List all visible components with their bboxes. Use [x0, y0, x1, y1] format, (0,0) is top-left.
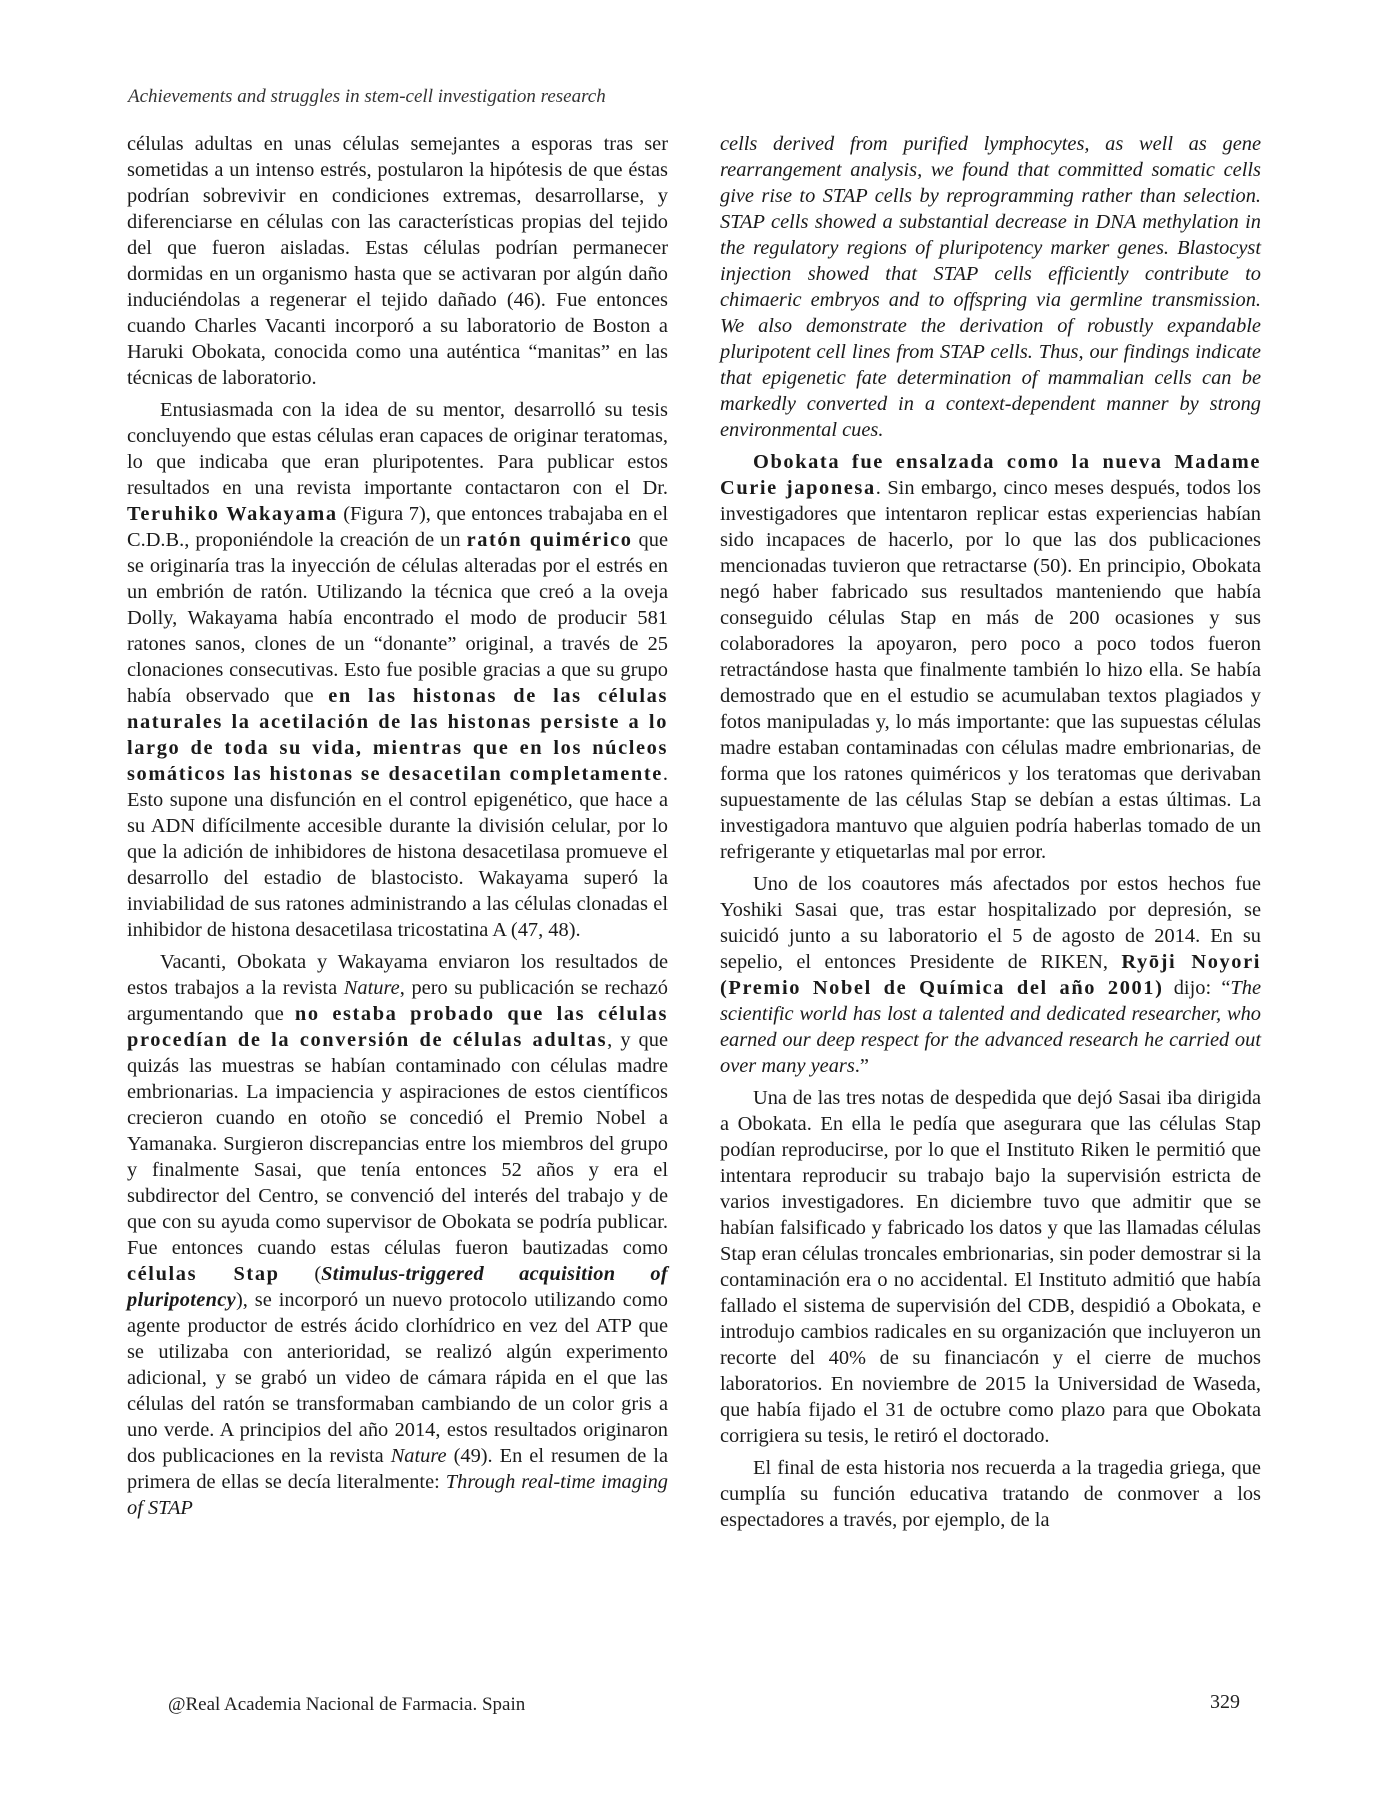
highlight-wakayama: Teruhiko Wakayama: [127, 503, 338, 525]
highlight-histonas: en las histonas de las células naturales la acetilación de las histonas persiste a lo largo de toda su vida, mientras que en los núcleos somáticos las histonas se desacetilan completamente: [127, 685, 668, 785]
highlight-no-probado: no estaba probado que las células procedían de la conversión de células adultas: [127, 1003, 668, 1051]
right-column: [720, 131, 1261, 1533]
text-run: , y que quizás las muestras se habían contaminado con células madre embrionarias. La impaciencia y aspiraciones de estos científicos crecieron cuando en otoño se concedió el Premio Nobel a Yamanaka. Surgieron discrepancias entre los miembros del grupo y finalmente Sasai, que tenía entonces 52 años y era el subdirector del Centro, se convenció del interés del trabajo y de que con su ayuda como supervisor de Obokata se podría publicar. Fue entonces cuando estas células fueron bautizadas como: [127, 1029, 668, 1259]
running-header: Achievements and struggles in stem-cell investigation research: [128, 86, 606, 107]
paragraph-4: [720, 449, 1261, 865]
text-run: células adultas en unas células semejantes a esporas tras ser sometidas a un intenso estrés, postularon la hipótesis de que éstas podrían sobrevivir en condiciones extremas, desarrollarse, y diferenciarse en células con las características propias del tejido del que fueron aisladas. Estas células podrían permanecer dormidas en un organismo hasta que se activaran por algún daño induciéndolas a regenerar el tejido dañado (46). Fue entonces cuando Charles Vacanti incorporó a su laboratorio de Boston a Haruki Obokata, conocida como una auténtica “manitas” en las técnicas de laboratorio.: [127, 133, 668, 389]
left-column: [127, 131, 668, 1521]
highlight-stap-acronym: Stimulus-triggered acquisition of pluripotency: [127, 1263, 668, 1311]
paragraph-3: [127, 949, 668, 1521]
highlight-noyori: Ryōji Noyori (Premio Nobel de Química del año 2001): [720, 951, 1261, 999]
text-run: (: [279, 1263, 322, 1285]
journal-name: Nature: [390, 1445, 447, 1467]
highlight-raton-quimerico: ratón quimérico: [466, 529, 633, 551]
text-run: Uno de los coautores más afectados por estos hechos fue Yoshiki Sasai que, tras estar hospitalizado por depresión, se suicidó junto a su laboratorio el 5 de agosto de 2014. En su sepelio, el entonces Presidente de RIKEN,: [720, 873, 1261, 973]
paragraph-2: [127, 397, 668, 943]
text-run: Vacanti, Obokata y Wakayama enviaron los resultados de estos trabajos a la revista: [127, 951, 668, 999]
text-run: dijo: “: [1163, 977, 1231, 999]
noyori-quote: The scientific world has lost a talented and dedicated researcher, who earned our deep respect for the advanced research he carried out over many years: [720, 977, 1261, 1077]
text-run: que se originaría tras la inyección de células alteradas por el estrés en un embrión de ratón. Utilizando la técnica que creó a la oveja Dolly, Wakayama había encontrado el modo de producir 581 ratones sanos, clones de un “donante” original, a través de 25 clonaciones consecutivas. Esto fue posible gracias a que su grupo había observado que: [127, 529, 668, 707]
text-run: .”: [854, 1055, 869, 1077]
highlight-celulas-stap: células Stap: [127, 1263, 280, 1285]
footer-copyright: @Real Academia Nacional de Farmacia. Spain: [168, 1694, 526, 1715]
text-run: ), se incorporó un nuevo protocolo utilizando como agente productor de estrés ácido clorhídrico en vez del ATP que se utilizaba con anterioridad, se realizó algún experimento adicional, y se grabó un video de cámara rápida en el que las células del ratón se transformaban cambiando de un color gris a uno verde. A principios del año 2014, estos resultados originaron dos publicaciones en la revista: [127, 1289, 668, 1467]
paragraph-5: [720, 871, 1261, 1079]
page-number: 329: [1210, 1691, 1240, 1713]
quote-start: Through real-time imaging of STAP: [127, 1471, 669, 1519]
text-run: (49). En el resumen de la primera de ellas se decía literalmente:: [127, 1445, 668, 1493]
journal-name: Nature: [343, 977, 400, 999]
text-run: . Sin embargo, cinco meses después, todos los investigadores que intentaron replicar estas experiencias habían sido incapaces de hacerlo, por lo que las dos publicaciones mencionadas tuvieron que retractarse (50). En principio, Obokata negó haber fabricado sus resultados manteniendo que había conseguido células Stap en más de 200 ocasiones y sus colaboradores la apoyaron, pero poco a poco todos fueron retractándose hasta que finalmente también lo hizo ella. Se había demostrado que en el estudio se acumulaban textos plagiados y fotos manipuladas y, lo más importante: que las supuestas células madre estaban contaminadas con células madre embrionarias, de forma que los ratones quiméricos y los teratomas que derivaban supuestamente de las células Stap se debían a estas últimas. La investigadora mantuvo que alguien podría haberlas tomado de un refrigerante y etiquetarlas mal por error.: [720, 477, 1261, 863]
text-run: , pero su publicación se rechazó argumentando que: [127, 977, 668, 1025]
text-run: El final de esta historia nos recuerda a la tragedia griega, que cumplía su función educativa tratando de conmover a los espectadores a través, por ejemplo, de la: [720, 1457, 1261, 1531]
text-run: Una de las tres notas de despedida que dejó Sasai iba dirigida a Obokata. En ella le pedía que asegurara que las células Stap podían reproducirse, por lo que el Instituto Riken le permitió que intentara reproducir su trabajo bajo la supervisión estricta de varios investigadores. En diciembre tuvo que admitir que se habían falsificado y fabricado los datos y que las llamadas células Stap eran células troncales embrionarias, sin poder demostrar si la contaminación era o no accidental. El Instituto admitió que había fallado el sistema de supervisión del CDB, despidió a Obokata, e introdujo cambios radicales en su organización que incluyeron un recorte del 40% de su financiacón y el cierre de muchos laboratorios. En noviembre de 2015 la Universidad de Waseda, que había fijado el 31 de octubre como plazo para que Obokata corrigiera su tesis, le retiró el doctorado.: [720, 1087, 1261, 1447]
paragraph-1: [127, 131, 668, 391]
text-run: Entusiasmada con la idea de su mentor, desarrolló su tesis concluyendo que estas células eran capaces de originar teratomas, lo que indicaba que eran pluripotentes. Para publicar estos resultados en una revista importante contactaron con el Dr.: [127, 399, 668, 499]
text-run: (Figura 7), que entonces trabajaba en el C.D.B., proponiéndole la creación de un: [127, 503, 668, 551]
paragraph-7: [720, 1455, 1261, 1533]
paragraph-6: [720, 1085, 1261, 1449]
text-run: . Esto supone una disfunción en el control epigenético, que hace a su ADN difícilmente accesible durante la división celular, por lo que la adición de inhibidores de histona desacetilasa promueve el desarrollo del estadio de blastocisto. Wakayama superó la inviabilidad de sus ratones administrando a las células clonadas el inhibidor de histona desacetilasa tricostatina A (47, 48).: [127, 763, 668, 941]
highlight-obokata: Obokata fue ensalzada como la nueva Madame Curie japonesa: [720, 451, 1261, 499]
quote-continuation: cells derived from purified lymphocytes, as well as gene rearrangement analysis, we found that committed somatic cells give rise to STAP cells by reprogramming rather than selection. STAP cells showed a substantial decrease in DNA methylation in the regulatory regions of pluripotency marker genes. Blastocyst injection showed that STAP cells efficiently contribute to chimaeric embryos and to offspring via germline transmission. We also demonstrate the derivation of robustly expandable pluripotent cell lines from STAP cells. Thus, our findings indicate that epigenetic fate determination of mammalian cells can be markedly converted in a context-dependent manner by strong environmental cues.: [720, 133, 1261, 441]
